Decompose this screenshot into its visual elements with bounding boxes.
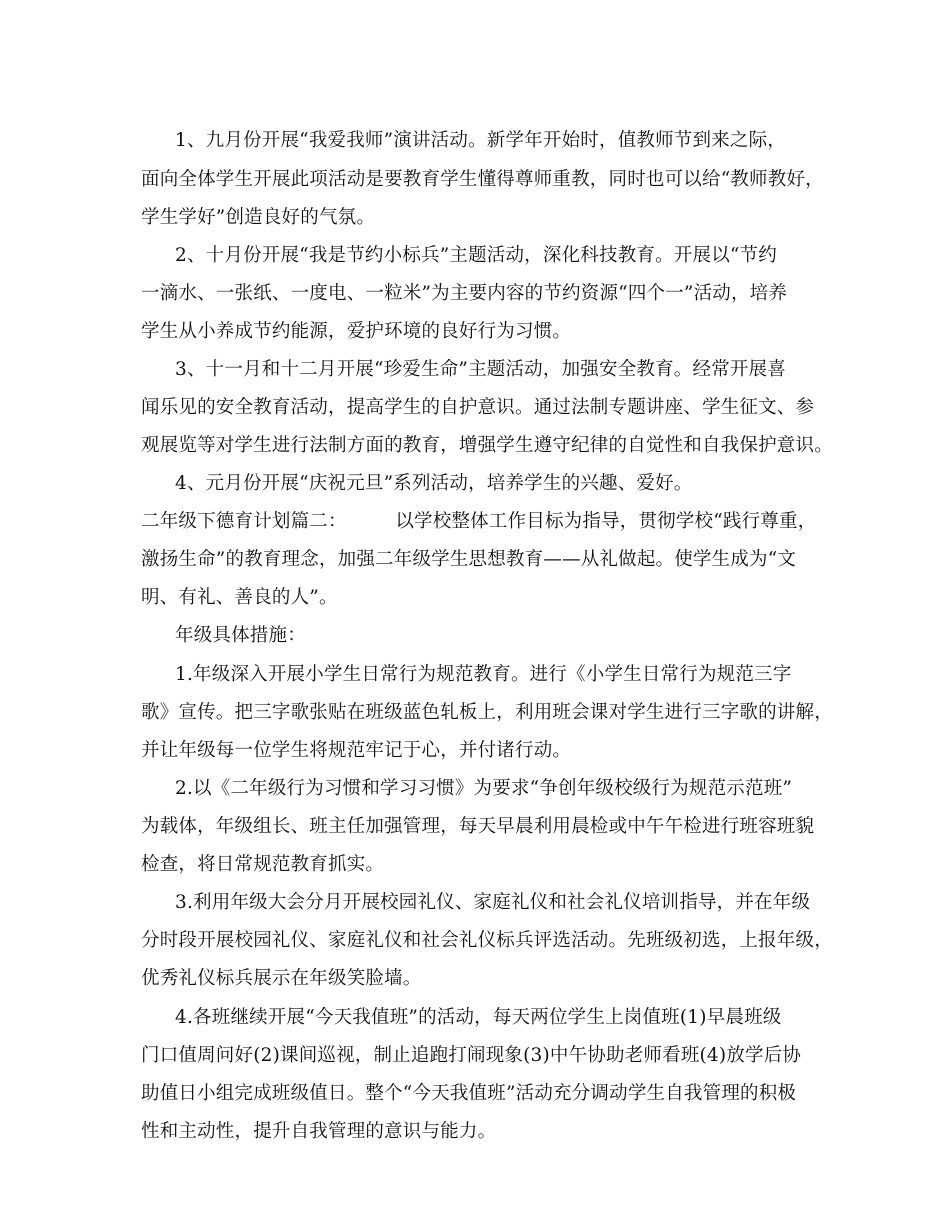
measure-1-line-3: 并让年级每一位学生将规范牢记于心，并付诸行动。 (141, 740, 572, 761)
paragraph-2-line-2: 一滴水、一张纸、一度电、一粒米”为主要内容的节约资源“四个一”活动，培养 (141, 283, 788, 304)
measure-4-line-1: 4.各班继续开展“今天我值班”的活动，每天两位学生上岗值班(1)早晨班级 (175, 1007, 782, 1028)
measure-4-line-3: 助值日小组完成班级值日。整个“今天我值班”活动充分调动学生自我管理的积极 (141, 1083, 797, 1104)
measures-heading: 年级具体措施： (175, 625, 306, 646)
paragraph-3-line-1: 3、十一月和十二月开展“珍爱生命”主题活动，加强安全教育。经常开展喜 (175, 359, 786, 380)
measure-4-line-2: 门口值周问好(2)课间巡视，制止追跑打闹现象(3)中午协助老师看班(4)放学后协 (141, 1045, 802, 1066)
measure-2-line-1: 2.以《二年级行为习惯和学习习惯》为要求“争创年级校级行为规范示范班” (175, 778, 793, 799)
paragraph-2-line-3: 学生从小养成节约能源，爱护环境的良好行为习惯。 (141, 321, 572, 342)
measure-1-line-1: 1.年级深入开展小学生日常行为规范教育。进行《小学生日常行为规范三字 (175, 664, 792, 685)
section-two-intro-line-3: 明、有礼、善良的人”。 (141, 587, 338, 608)
paragraph-4-line-1: 4、元月份开展“庆祝元旦”系列活动，培养学生的兴趣、爱好。 (175, 473, 693, 494)
measure-2-line-2: 为载体，年级组长、班主任加强管理，每天早晨利用晨检或中午午检进行班容班貌 (141, 816, 815, 837)
measure-2-line-3: 检查，将日常规范教育抓实。 (141, 854, 385, 875)
section-two-intro-line-2: 激扬生命”的教育理念，加强二年级学生思想教育——从礼做起。使学生成为“文 (141, 549, 797, 570)
measure-4-line-4: 性和主动性，提升自我管理的意识与能力。 (141, 1121, 497, 1142)
paragraph-3-line-3: 观展览等对学生进行法制方面的教育，增强学生遵守纪律的自觉性和自我保护意识。 (141, 435, 833, 456)
paragraph-2-line-1: 2、十月份开展“我是节约小标兵”主题活动，深化科技教育。开展以“节约 (175, 245, 777, 266)
section-two-intro-line-1: 二年级下德育计划篇二： 以学校整体工作目标为指导，贯彻学校“践行尊重， (141, 511, 817, 532)
measure-3-line-1: 3.利用年级大会分月开展校园礼仪、家庭礼仪和社会礼仪培训指导，并在年级 (175, 892, 811, 913)
measure-3-line-3: 优秀礼仪标兵展示在年级笑脸墙。 (141, 968, 422, 989)
measure-1-line-2: 歌》宣传。把三字歌张贴在班级蓝色轧板上，利用班会课对学生进行三字歌的讲解， (141, 702, 833, 723)
measure-3-line-2: 分时段开展校园礼仪、家庭礼仪和社会礼仪标兵评选活动。先班级初选，上报年级， (141, 930, 833, 951)
paragraph-1-line-3: 学生学好”创造良好的气氛。 (141, 207, 376, 228)
paragraph-1-line-1: 1、九月份开展“我爱我师”演讲活动。新学年开始时，值教师节到来之际， (175, 130, 786, 151)
paragraph-3-line-2: 闻乐见的安全教育活动，提高学生的自护意识。通过法制专题讲座、学生征文、参 (141, 397, 815, 418)
paragraph-1-line-2: 面向全体学生开展此项活动是要教育学生懂得尊师重教，同时也可以给“教师教好， (141, 169, 824, 190)
